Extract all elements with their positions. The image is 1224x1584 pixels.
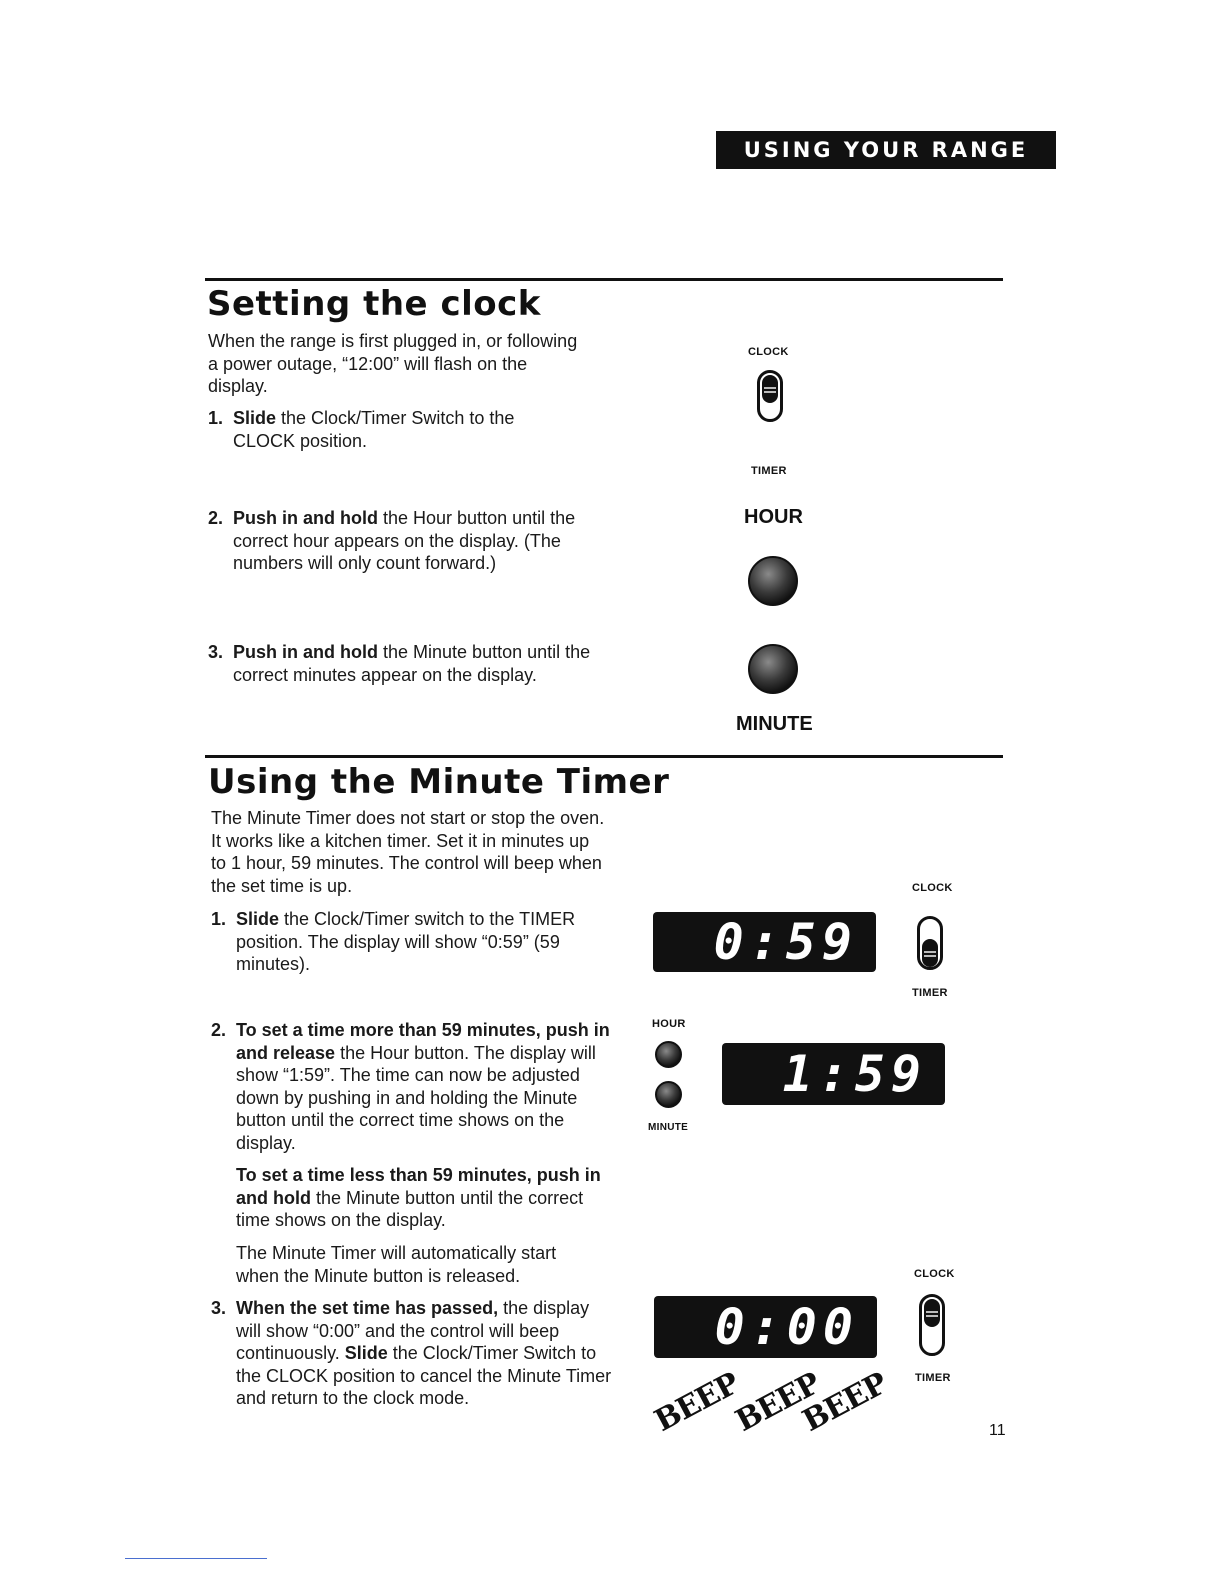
beep-text: BEEP: [730, 1366, 826, 1439]
timer-display: 0:00: [654, 1296, 877, 1358]
clock-label: CLOCK: [912, 882, 953, 894]
minute-label: MINUTE: [736, 713, 813, 735]
clock-step-1: 1. Slide the Clock/Timer Switch to the CLOCK position.: [208, 408, 515, 451]
hour-button[interactable]: [655, 1041, 682, 1068]
clock-timer-switch[interactable]: [919, 1294, 945, 1356]
timer-intro: The Minute Timer does not start or stop the oven. It works like a kitchen timer. Set it in minutes up to 1 hour, 59 minutes. The control will beep when the set time is up.: [211, 808, 605, 896]
timer-step-2: 2. To set a time more than 59 minutes, push in and release the Hour button. The display will show “1:59”. The time can now be adjusted down by pushing in and holding the Minute button until the correct time shows on the display.: [211, 1020, 610, 1153]
timer-section-title: Using the Minute Timer: [208, 762, 670, 802]
clock-timer-switch[interactable]: [757, 370, 783, 422]
timer-display: 1:59: [722, 1043, 945, 1105]
beep-text: BEEP: [797, 1366, 893, 1439]
timer-label: TIMER: [912, 987, 948, 999]
section-divider: [205, 755, 1003, 758]
clock-step-2: 2. Push in and hold the Hour button until the correct hour appears on the display. (The numbers will only count forward.): [208, 508, 576, 573]
clock-timer-switch[interactable]: [917, 916, 943, 970]
timer-label: TIMER: [751, 465, 787, 477]
hour-label: HOUR: [744, 506, 803, 528]
hour-label: HOUR: [652, 1018, 686, 1030]
section-divider: [205, 278, 1003, 281]
hour-button[interactable]: [748, 556, 798, 606]
page-number: 11: [989, 1422, 1006, 1439]
timer-note: The Minute Timer will automatically start when the Minute button is released.: [236, 1243, 557, 1286]
clock-step-3: 3. Push in and hold the Minute button until the correct minutes appear on the display.: [208, 642, 591, 685]
section-banner: USING YOUR RANGE: [716, 131, 1056, 169]
clock-section-title: Setting the clock: [207, 284, 541, 324]
clock-intro: When the range is first plugged in, or following a power outage, “12:00” will flash on the display.: [208, 331, 578, 396]
minute-button[interactable]: [655, 1081, 682, 1108]
clock-label: CLOCK: [914, 1268, 955, 1280]
timer-step-2b: To set a time less than 59 minutes, push in and hold the Minute button until the correct time shows on the display.: [236, 1165, 601, 1230]
timer-step-3: 3. When the set time has passed, the display will show “0:00” and the control will beep continuously. Slide the Clock/Timer Switch to the CLOCK position to cancel the Minute Timer and return to the clock mode.: [211, 1298, 612, 1408]
beep-text: BEEP: [649, 1366, 745, 1439]
timer-step-1: 1. Slide the Clock/Timer switch to the TIMER position. The display will show “0:59” (59 minutes).: [211, 909, 576, 974]
minute-label: MINUTE: [648, 1122, 689, 1133]
clock-label: CLOCK: [748, 346, 789, 358]
minute-button[interactable]: [748, 644, 798, 694]
timer-display: 0:59: [653, 912, 876, 972]
timer-label: TIMER: [915, 1372, 951, 1384]
footer-rule: [125, 1558, 267, 1559]
